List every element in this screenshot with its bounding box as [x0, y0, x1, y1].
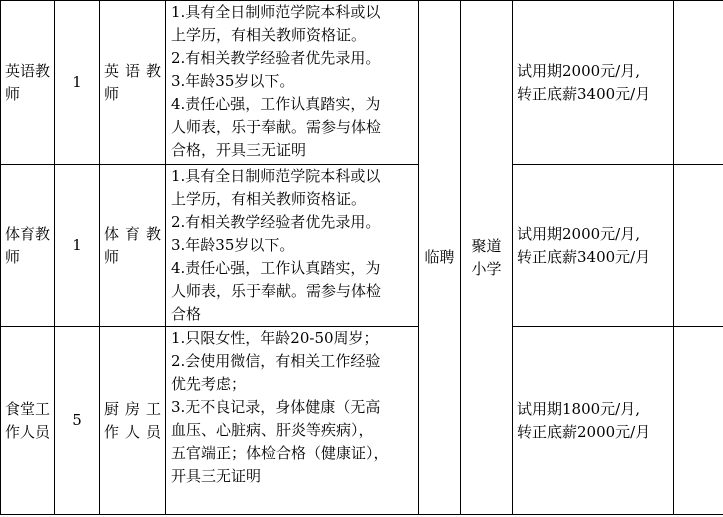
salary-cell: [513, 1, 674, 165]
requirement-line: 1.具有全日制师范学院本科或以: [171, 3, 381, 21]
headcount: 1: [72, 236, 82, 254]
salary-regular: 转正底薪3400元/月: [517, 247, 651, 266]
table-row: [1, 1, 723, 165]
salary-probation: 试用期2000元/月,: [517, 224, 640, 243]
job-title: 英语教师: [104, 61, 161, 103]
requirement-line: 2.有相关教学经验者优先录用。: [171, 49, 381, 67]
job-title-cell: [100, 1, 166, 165]
empty-cell: [674, 165, 723, 327]
salary-cell: [513, 165, 674, 327]
salary-cell: [513, 327, 674, 515]
headcount-cell: [55, 165, 100, 327]
requirement-line: 血压、心脏病、肝炎等疾病），: [171, 421, 374, 439]
requirement-line: 4.责任心强，工作认真踏实，为: [171, 95, 381, 113]
table-row: [1, 165, 723, 327]
position-name: 体育教师: [5, 224, 51, 266]
requirement-line: 优先考虑；: [171, 375, 247, 393]
headcount: 5: [72, 411, 82, 429]
school-cell: [461, 1, 513, 515]
headcount-cell: [55, 327, 100, 515]
position-name: 食堂工作人员: [5, 399, 51, 441]
requirements-cell: [166, 165, 419, 327]
job-title: 体育教师: [104, 224, 161, 266]
empty-cell: [674, 327, 723, 515]
requirement-line: 2.会使用微信，有相关工作经验: [171, 352, 381, 370]
headcount: 1: [72, 73, 82, 91]
salary-regular: 转正底薪3400元/月: [517, 84, 651, 103]
salary-probation: 试用期2000元/月,: [517, 61, 640, 80]
job-title: 厨房工作人员: [104, 399, 161, 441]
requirement-line: 开具三无证明: [171, 467, 262, 485]
salary-probation: 试用期1800元/月,: [517, 399, 640, 418]
requirement-line: 人师表，乐于奉献。需参与体检: [171, 282, 382, 300]
requirements-cell: [166, 327, 419, 515]
position-name-cell: [1, 1, 55, 165]
requirement-line: 人师表，乐于奉献。需参与体检: [171, 118, 382, 136]
job-title-cell: [100, 165, 166, 327]
empty-cell: [674, 1, 723, 165]
requirement-line: 合格: [171, 305, 202, 323]
requirement-line: 合格，开具三无证明: [171, 141, 307, 159]
requirement-line: 3.年龄35岁以下。: [171, 72, 295, 90]
requirement-line: 1.具有全日制师范学院本科或以: [171, 167, 381, 185]
requirement-line: 3.年龄35岁以下。: [171, 236, 295, 254]
requirement-line: 2.有相关教学经验者优先录用。: [171, 213, 381, 231]
position-name-cell: [1, 165, 55, 327]
requirements-cell: [166, 1, 419, 165]
requirement-line: 上学历，有相关教师资格证。: [171, 26, 367, 44]
hire-type: 临聘: [424, 248, 455, 266]
requirement-line: 4.责任心强，工作认真踏实，为: [171, 259, 381, 277]
position-name: 英语教师: [5, 61, 51, 103]
school-name: 聚道小学: [471, 236, 502, 278]
table-row: [1, 327, 723, 515]
requirement-line: 3.无不良记录，身体健康（无高: [171, 398, 381, 416]
requirement-line: 上学历，有相关教师资格证。: [171, 190, 367, 208]
requirement-line: 1.只限女性，年龄20-50周岁；: [171, 329, 379, 347]
headcount-cell: [55, 1, 100, 165]
job-title-cell: [100, 327, 166, 515]
salary-regular: 转正底薪2000元/月: [517, 422, 651, 441]
position-name-cell: [1, 327, 55, 515]
requirement-line: 五官端正；体检合格（健康证），: [171, 444, 389, 462]
hire-type-cell: [419, 1, 461, 515]
